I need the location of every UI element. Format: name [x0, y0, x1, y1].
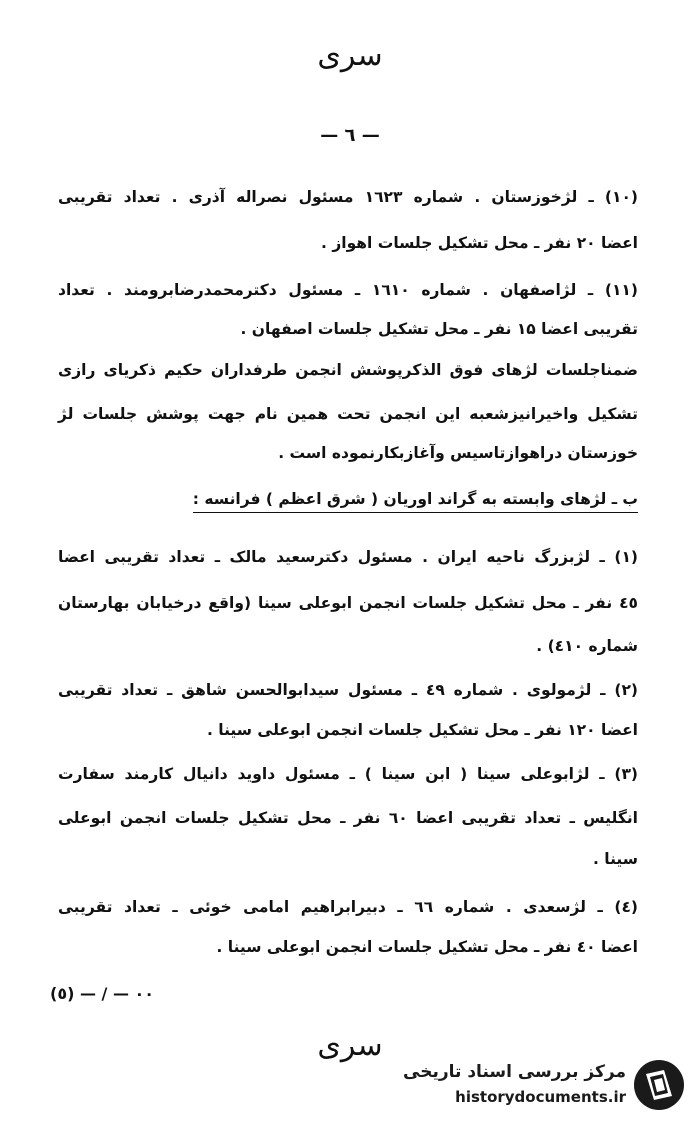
document-reference: (٥) — / — ۰۰: [50, 984, 155, 1003]
watermark-site: historydocuments.ir: [455, 1088, 626, 1106]
text-line-2: اعضا ۲۰ نفر ـ محل تشکیل جلسات اهواز .: [321, 234, 638, 252]
text-line-13: اعضا ۱۲۰ نفر ـ محل تشکیل جلسات انجمن ابوعلی سینا .: [207, 721, 638, 739]
text-line-14: (۳) ـ لژابوعلی سینا ( ابن سینا ) ـ مسئول داوید دانیال کارمند سفارت: [58, 765, 638, 783]
text-line-12: (۲) ـ لژمولوی . شماره ٤۹ ـ مسئول سیدابوالحسن شاهق ـ تعداد تقریبی: [58, 681, 638, 699]
classification-stamp-top: سری: [317, 38, 383, 73]
text-line-18: اعضا ٤۰ نفر ـ محل تشکیل جلسات انجمن ابوعلی سینا .: [216, 938, 638, 956]
text-line-9: (۱) ـ لژبزرگ ناحیه ایران . مسئول دکترسعید مالک ـ تعداد تقریبی اعضا: [58, 548, 638, 566]
text-line-4: تقریبی اعضا ۱۵ نفر ـ محل تشکیل جلسات اصفهان .: [240, 320, 638, 338]
text-line-7: خوزستان دراهوازتاسیس وآغازبکارنموده است .: [278, 444, 638, 462]
heading-underline: [193, 512, 638, 513]
text-line-17: (٤) ـ لژسعدی . شماره ٦٦ ـ دبیرابراهیم امامی خوئی ـ تعداد تقریبی: [58, 898, 638, 916]
page-number: — ٦ —: [320, 125, 380, 146]
archive-logo-icon: [632, 1058, 686, 1112]
text-line-3: (۱۱) ـ لژاصفهان . شماره ۱٦۱۰ ـ مسئول دکترمحمدرضابرومند . تعداد: [58, 281, 638, 299]
text-line-16: سینا .: [592, 850, 638, 868]
text-line-11: شماره ٤۱۰) .: [536, 637, 638, 655]
text-line-10: ٤٥ نفر ـ محل تشکیل جلسات انجمن ابوعلی سینا (واقع درخیابان بهارستان: [58, 594, 638, 612]
watermark-name: مرکز بررسی اسناد تاریخی: [403, 1062, 626, 1082]
watermark: [403, 1056, 690, 1116]
text-line-15: انگلیس ـ تعداد تقریبی اعضا ٦۰ نفر ـ محل تشکیل جلسات انجمن ابوعلی: [58, 809, 638, 827]
text-line-5: ضمناجلسات لژهای فوق الذکرپوشش انجمن طرفداران حکیم ذکریای رازی: [58, 361, 638, 379]
text-line-6: تشکیل واخیرانیزشعبه این انجمن تحت همین نام جهت پوشش جلسات لژ: [58, 405, 638, 423]
text-line-1: (۱۰) ـ لژخوزستان . شماره ۱٦۲۳ مسئول نصراله آذری . تعداد تقریبی: [58, 188, 639, 206]
section-heading: ب ـ لژهای وابسته به گراند اوریان ( شرق اعظم ) فرانسه :: [192, 490, 638, 508]
classification-stamp-bottom: سری: [317, 1028, 383, 1063]
